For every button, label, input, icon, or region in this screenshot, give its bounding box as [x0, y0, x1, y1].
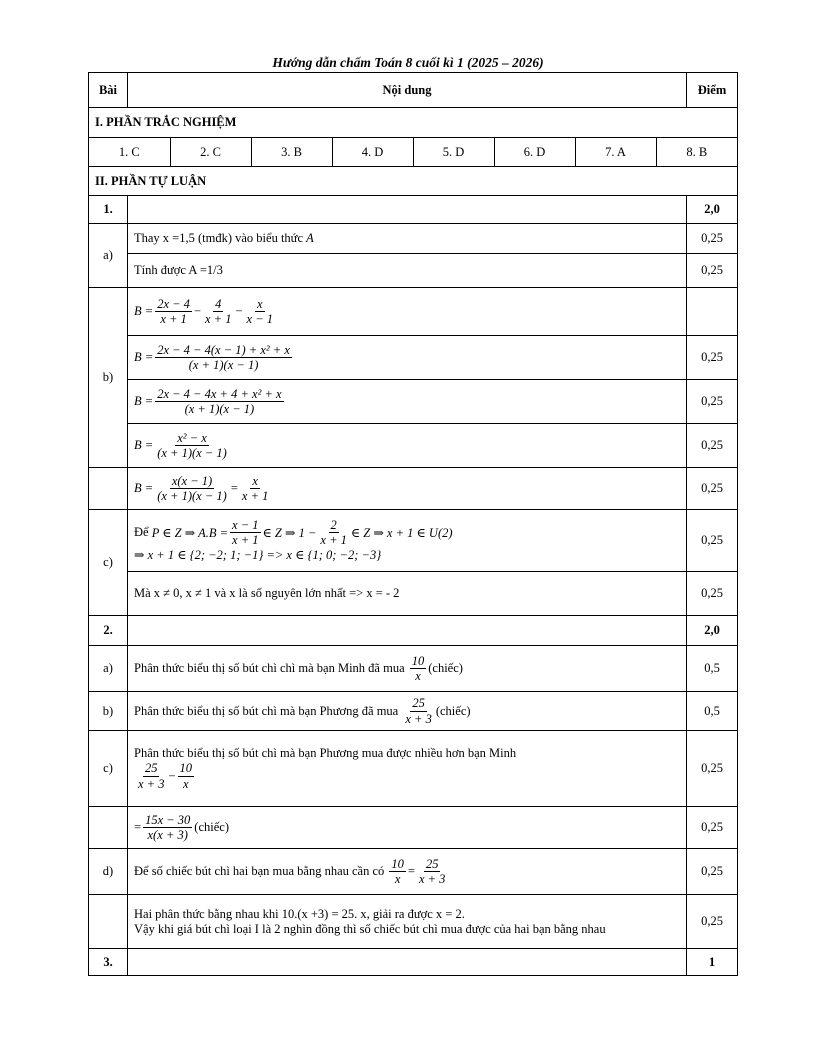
- q2-total: 2,0: [687, 616, 738, 646]
- q1b-label: b): [89, 288, 128, 468]
- fraction: $\frac{\text{2x − 4 − 4(x − 1) + x² + x}}{(x + 1)(x - 1)}$: [157, 342, 290, 372]
- fraction: $\frac{x}{x + 1}$: [241, 473, 269, 503]
- fraction: $\frac{2}{x + 1}$: [320, 517, 347, 547]
- q2-label: 2.: [89, 616, 128, 646]
- q2d-label: d): [89, 849, 128, 895]
- q2-row: [89, 616, 738, 646]
- q1-row: [89, 196, 738, 224]
- q2d-line1: Hai phân thức bằng nhau khi 10.(x +3) = 25. x, giải ra được x = 2.: [134, 906, 465, 921]
- mcq-answer-3: 3. B: [251, 138, 332, 166]
- q2a-score: 0,5: [687, 646, 738, 692]
- q1b-score5: 0,25: [687, 468, 738, 510]
- q3-row: [89, 949, 738, 976]
- q1a-row1: [89, 224, 738, 254]
- fraction: $\frac{10}{x}$: [179, 761, 193, 791]
- q1c-line2: ⇒ x + 1 ∈ {2; −2; 1; −1} => x ∈ {1; 0; −2; −3}: [134, 548, 382, 563]
- q2a-label: a): [89, 646, 128, 692]
- q1c-row2: [89, 572, 738, 616]
- q2c-row2: = $\frac{15x - 30}{x(x + 3)}$ (chiếc) 0,25: [89, 807, 738, 849]
- mcq-answer-4: 4. D: [332, 138, 413, 166]
- q1b-score4: 0,25: [687, 424, 738, 468]
- q1a-row2: [89, 254, 738, 288]
- mcq-answer-8: 8. B: [686, 144, 708, 159]
- q1-label: 1.: [89, 196, 128, 224]
- mcq-answer-7: 7. A: [575, 138, 656, 166]
- q1b-score3: 0,25: [687, 380, 738, 424]
- q1a-label: a): [89, 224, 128, 288]
- q1-total: 2,0: [687, 196, 738, 224]
- fraction: $\frac{\text{2x − 4 − 4x + 4 + x² + x}}{(x + 1)(x - 1)}$: [157, 386, 282, 416]
- header-noi-dung: Nội dung: [128, 73, 687, 108]
- q1c-score2: 0,25: [687, 572, 738, 616]
- section1-row: [89, 108, 738, 138]
- q2c-row1: c) Phân thức biểu thị số bút chì mà bạn Phương mua được nhiều hơn bạn Minh $\frac{25}{x + 3}$ − $\frac{10}{x}$ 0,25: [89, 731, 738, 807]
- q2d-row2: [89, 895, 738, 949]
- fraction: $\frac{15x - 30}{x(x + 3)}$: [145, 812, 191, 842]
- q2d-row1: d) Để số chiếc bút chì hai bạn mua bằng nhau cần có $\frac{10}{x}$ = $\frac{25}{x + 3}$ 0,25: [89, 849, 738, 895]
- q1c-score1: 0,25: [687, 510, 738, 572]
- q2c-score1: 0,25: [687, 731, 738, 807]
- q1b-step5: B = $\frac{x(x - 1)}{(x + 1)(x - 1)}$ = $\frac{x}{x + 1}$ 0,25: [89, 468, 738, 510]
- fraction: $\frac{25}{x + 3}$: [405, 696, 432, 726]
- q2b-row: b) Phân thức biểu thị số bút chì mà bạn Phương đã mua $\frac{25}{x + 3}$ (chiếc) 0,5: [89, 692, 738, 731]
- q2c-text: Phân thức biểu thị số bút chì mà bạn Phương mua được nhiều hơn bạn Minh: [134, 746, 517, 761]
- q2a-row: a) Phân thức biểu thị số bút chì chì mà bạn Minh đã mua $\frac{10}{x}$ (chiếc) 0,5: [89, 646, 738, 692]
- q3-label: 3.: [89, 949, 128, 976]
- fraction: $\frac{2x - 4}{x + 1}$: [157, 296, 190, 326]
- header-row: [89, 73, 738, 108]
- fraction: $\frac{x - 1}{x + 1}$: [232, 517, 259, 547]
- section2-title: II. PHẦN TỰ LUẬN: [89, 167, 738, 196]
- var-a: A: [306, 231, 314, 245]
- fraction: $\frac{\text{x² − x}}{(x + 1)(x - 1)}$: [157, 430, 227, 460]
- mcq-answers: [89, 138, 737, 166]
- header-bai: Bài: [89, 73, 128, 108]
- mcq-answer-5: 5. D: [413, 138, 494, 166]
- fraction: $\frac{10}{x}$: [411, 653, 425, 683]
- fraction: $\frac{x(x - 1)}{(x + 1)(x - 1)}$: [157, 473, 227, 503]
- q2c-score2: 0,25: [687, 807, 738, 849]
- q2d-score1: 0,25: [687, 849, 738, 895]
- q2c-label: c): [89, 731, 128, 807]
- fraction: $\frac{4}{x + 1}$: [205, 296, 232, 326]
- q1c-label: c): [89, 510, 128, 616]
- mcq-answer-1: 1. C: [89, 138, 170, 166]
- q2b-score: 0,5: [687, 692, 738, 731]
- q3-total: 1: [687, 949, 738, 976]
- q1b-step1: b) B = $\frac{2x - 4}{x + 1}$ − $\frac{4}{x + 1}$ − $\frac{x}{x - 1}$: [89, 288, 738, 336]
- section2-row: [89, 167, 738, 196]
- q1c-line3: Mà x ≠ 0, x ≠ 1 và x là số nguyên lớn nhất => x = - 2: [128, 572, 687, 616]
- q1c-row1: c) Để P ∈ Z ⇒ A.B = $\frac{x - 1}{x + 1}$ ∈ Z ⇒ 1 − $\frac{2}{x + 1}$ ∈ Z ⇒ x + 1 ∈ U(2) ⇒ x + 1 ∈ {2; −2; 1; −1} => x ∈ {1; 0; −2; −3} 0,25: [89, 510, 738, 572]
- q1b-step2: B = $\frac{\text{2x − 4 − 4(x − 1) + x² + x}}{(x + 1)(x - 1)}$ 0,25: [89, 336, 738, 380]
- fraction: $\frac{x}{x - 1}$: [246, 296, 274, 326]
- q1b-step3: B = $\frac{\text{2x − 4 − 4x + 4 + x² + x}}{(x + 1)(x - 1)}$ 0,25: [89, 380, 738, 424]
- mcq-answer-2: 2. C: [170, 138, 251, 166]
- grading-table: [88, 72, 738, 976]
- q1a-score1: 0,25: [687, 224, 738, 254]
- fraction: $\frac{25}{x + 3}$: [418, 856, 446, 886]
- header-diem: Điểm: [687, 73, 738, 108]
- page-title: Hướng dẫn chấm Toán 8 cuối kì 1 (2025 – 2026): [272, 55, 544, 70]
- mcq-row: [89, 138, 738, 167]
- q1b-step4: B = $\frac{\text{x² − x}}{(x + 1)(x - 1)}$ 0,25: [89, 424, 738, 468]
- q1a-score2: 0,25: [687, 254, 738, 288]
- q1b-score1: [687, 288, 738, 336]
- section1-title: I. PHẦN TRẮC NGHIỆM: [89, 108, 738, 138]
- q2d-line2: Vậy khi giá bút chì loại I là 2 nghìn đồng thì số chiếc bút chì mua được của hai bạn bằng nhau: [134, 921, 606, 936]
- q2b-label: b): [89, 692, 128, 731]
- mcq-answer-6: 6. D: [494, 138, 575, 166]
- q1b-score2: 0,25: [687, 336, 738, 380]
- q2d-score2: 0,25: [687, 895, 738, 949]
- fraction: $\frac{25}{x + 3}$: [138, 761, 165, 791]
- fraction: $\frac{10}{x}$: [391, 856, 404, 886]
- q1a-line2: Tính được A =1/3: [128, 254, 687, 288]
- q1a-line1: Thay x =1,5 (tmđk) vào biểu thức A: [128, 224, 687, 254]
